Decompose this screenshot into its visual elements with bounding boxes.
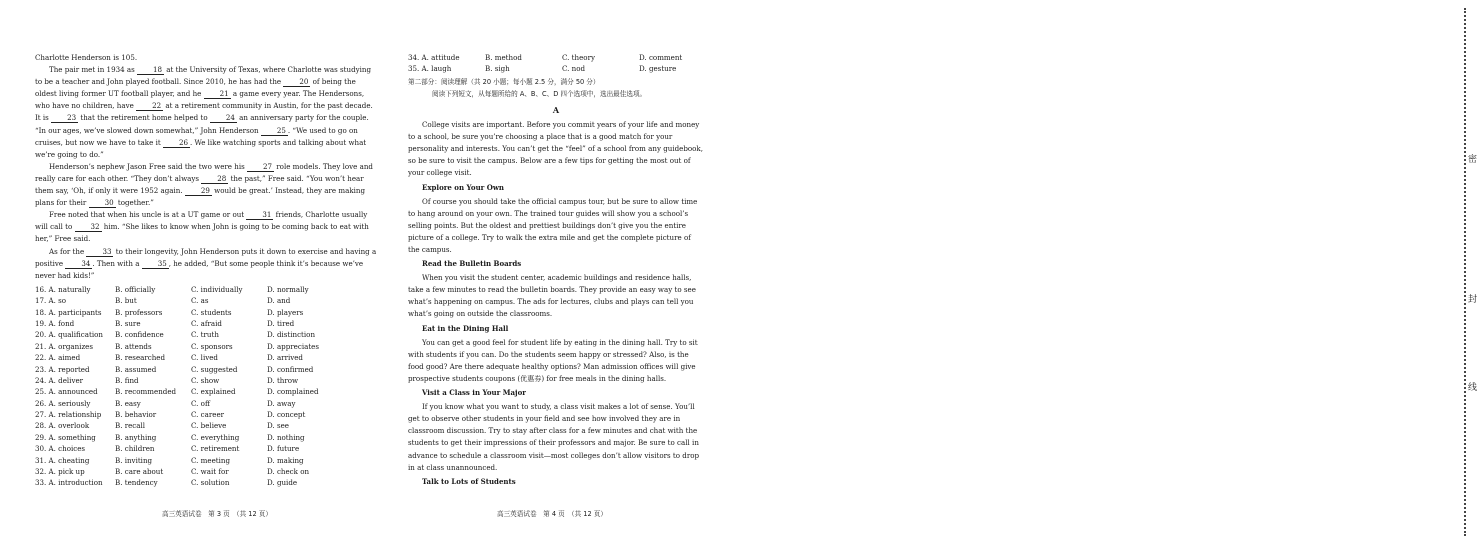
page-footer-right: 高三英语试卷 第 4 页 （共 12 页） — [497, 510, 607, 518]
option-choice: B. attends — [115, 341, 152, 351]
option-choice: B. tendency — [115, 478, 158, 488]
passage-text: to their longevity, John Henderson puts it down to exercise and having a positive — [35, 246, 377, 268]
binding-margin — [730, 0, 1477, 544]
option-choice: D. arrived — [267, 353, 303, 363]
option-row — [35, 455, 377, 466]
passage-text: . Then with a — [92, 258, 142, 268]
blank-22: 22 — [136, 101, 163, 111]
option-choice: B. children — [115, 444, 155, 454]
option-choice: B. recommended — [115, 387, 177, 397]
option-choice: D. gesture — [639, 64, 677, 74]
tip-paragraph-dining: You can get a good feel for student life by eating in the dining hall. Try to sit with students if you can. Do the students seem happy or stressed? Also, is the food good? Are there adequate healthy options? Man admission offices will give prospective students coupons (优惠券) for free meals in the dining halls. — [408, 337, 698, 383]
option-choice: B. easy — [115, 398, 141, 408]
option-row — [35, 329, 377, 340]
cloze-paragraph-4 — [35, 246, 377, 282]
passage-text: friends, Charlotte usually will call to — [35, 210, 368, 232]
passage-text: an anniversary party for the couple. “In our ages, we’ve slowed down somewhat,” John Henderson — [35, 113, 369, 135]
option-row — [35, 364, 377, 375]
option-choice: 28. A. overlook — [35, 421, 90, 431]
option-choice: 23. A. reported — [35, 364, 90, 374]
option-choice: C. students — [191, 307, 232, 317]
blank-35: 35 — [142, 259, 169, 269]
option-row — [35, 318, 377, 329]
option-choice: C. career — [191, 410, 225, 420]
passage-text: Henderson’s nephew Jason Free said the two were his — [49, 161, 247, 171]
option-choice: C. truth — [191, 330, 219, 340]
tip-heading-explore: Explore on Your Own — [422, 182, 504, 192]
option-choice: C. suggested — [191, 364, 238, 374]
option-row — [35, 352, 377, 363]
passage-text: , he added, “But some people think it’s because we’ve never had kids!” — [35, 258, 364, 280]
tip-paragraph-class: If you know what you want to study, a class visit makes a lot of sense. You’ll get to observe other students in your field and see how involved they are in classroom discussion. Try to stay after class for a few minutes and chat with the students to get their impressions of their professors and major. Be sure to call in advance to schedule a classroom visit—most colleges don’t allow visitors to drop in at class unannounced. — [408, 402, 700, 472]
blank-23: 23 — [51, 113, 78, 123]
passage-text: Free noted that when his uncle is at a UT game or out — [49, 210, 247, 220]
option-choice: D. distinction — [267, 330, 316, 340]
cloze-paragraph-1 — [35, 64, 377, 161]
option-choice: C. explained — [191, 387, 236, 397]
option-choice: C. show — [191, 375, 220, 385]
option-row — [35, 398, 377, 409]
cloze-paragraph-2 — [35, 161, 377, 209]
section-heading: 第二部分：阅读理解（共 20 小题；每小题 2.5 分，满分 50 分） — [408, 77, 600, 86]
blank-33: 33 — [86, 247, 113, 257]
blank-34: 34 — [65, 259, 92, 269]
option-choice: D. future — [267, 444, 300, 454]
option-choice: 18. A. participants — [35, 307, 102, 317]
binding-label-envelope: 封 — [1468, 290, 1477, 307]
blank-27: 27 — [247, 162, 274, 172]
option-choice: D. normally — [267, 284, 309, 294]
option-choice: C. individually — [191, 284, 243, 294]
option-choice: D. players — [267, 307, 304, 317]
option-row — [408, 63, 704, 74]
option-choice: 33. A. introduction — [35, 478, 103, 488]
option-choice: 25. A. announced — [35, 387, 98, 397]
option-choice: B. professors — [115, 307, 163, 317]
option-choice: D. check on — [267, 467, 310, 477]
tip-heading-bulletin: Read the Bulletin Boards — [422, 259, 522, 269]
left-page-column — [35, 52, 377, 489]
option-choice: C. meeting — [191, 455, 231, 465]
option-choice: D. nothing — [267, 432, 305, 442]
option-row — [35, 284, 377, 295]
tip-heading-students: Talk to Lots of Students — [422, 476, 516, 486]
blank-29: 29 — [185, 186, 212, 196]
option-choice: C. as — [191, 296, 209, 306]
option-choice: C. nod — [562, 64, 586, 74]
option-row — [35, 466, 377, 477]
passage-text: . We like watching sports and talking about what we’re going to do.” — [35, 137, 367, 159]
tip-heading-dining: Eat in the Dining Hall — [422, 323, 509, 333]
passage-text: the past,” Free said. “You won’t hear them say, ‘Oh, if only it were 1952 again. — [35, 173, 364, 196]
blank-26: 26 — [163, 138, 190, 148]
option-choice: C. lived — [191, 353, 218, 363]
option-choice: D. concept — [267, 410, 306, 420]
blank-25: 25 — [261, 126, 288, 136]
binding-label-line: 线 — [1468, 378, 1477, 395]
passage-text: The pair met in 1934 as — [49, 65, 137, 75]
option-choice: C. everything — [191, 432, 240, 442]
blank-32: 32 — [75, 222, 102, 232]
option-row — [35, 420, 377, 431]
passage-text: at the University of Texas, where Charlotte was studying to be a teacher and John played football. Since 2010, he has had the — [35, 65, 372, 87]
option-choice: D. tired — [267, 318, 295, 328]
option-choice: B. assumed — [115, 364, 157, 374]
option-choice: C. sponsors — [191, 341, 233, 351]
blank-20: 20 — [283, 77, 310, 87]
option-choice: C. theory — [562, 53, 595, 62]
option-row — [35, 477, 377, 488]
option-choice: B. care about — [115, 467, 164, 477]
passage-text: a game every year. The Hendersons, who have no children, have — [35, 89, 365, 111]
option-choice: 17. A. so — [35, 296, 67, 306]
blank-21: 21 — [204, 89, 231, 99]
option-choice: B. officially — [115, 284, 156, 294]
option-row — [35, 409, 377, 420]
option-choice: 21. A. organizes — [35, 341, 94, 351]
passage-text: at a retirement community in Austin, for the past decade. It is — [35, 101, 373, 123]
option-choice: D. guide — [267, 478, 298, 488]
option-choice: C. solution — [191, 478, 230, 488]
option-row — [408, 52, 704, 63]
option-choice: 34. A. attitude — [408, 53, 460, 62]
option-row — [35, 307, 377, 318]
section-instruction: 阅读下列短文，从每题所给的 A、B、C、D 四个选项中，选出最佳选项。 — [432, 89, 647, 98]
option-choice: C. wait for — [191, 467, 229, 477]
option-choice: 29. A. something — [35, 432, 96, 442]
passage-text: . “We used to go on cruises, but now we have to take it — [35, 125, 358, 147]
option-choice: 31. A. cheating — [35, 455, 90, 465]
blank-24: 24 — [210, 113, 237, 123]
option-choice: D. and — [267, 296, 291, 306]
tip-paragraph-bulletin: When you visit the student center, academic buildings and residence halls, take a few minutes to read the bulletin boards. They provide an easy way to see what’s happening on campus. The ads for lectures, clubs and plays can tell you what’s going on outside the classrooms. — [408, 273, 696, 319]
option-row — [35, 295, 377, 306]
passage-intro: College visits are important. Before you commit years of your life and money to a school, be sure you’re choosing a place that is a good match for your personality and interests. You can’t get the “feel” of a school from any guidebook, so be sure to visit the campus. Below are a few tips for getting the most out of your college visit. — [408, 120, 703, 178]
option-choice: B. find — [115, 375, 139, 385]
option-choice: B. confidence — [115, 330, 164, 340]
option-choice: C. believe — [191, 421, 227, 431]
option-choice: D. comment — [639, 53, 683, 62]
option-row — [35, 386, 377, 397]
right-page-column — [408, 52, 704, 490]
passage-title: A — [552, 104, 560, 115]
option-choice: C. retirement — [191, 444, 240, 454]
passage-text: of being the oldest living former UT football player, and he — [35, 77, 356, 99]
blank-18: 18 — [137, 65, 164, 75]
binding-label-seal: 密 — [1468, 150, 1477, 167]
option-choice: 32. A. pick up — [35, 467, 85, 477]
blank-31: 31 — [246, 210, 273, 220]
option-choice: D. complained — [267, 387, 319, 397]
option-choice: B. behavior — [115, 410, 157, 420]
option-row — [35, 443, 377, 454]
option-choice: 22. A. aimed — [35, 353, 81, 363]
option-choice: B. inviting — [115, 455, 153, 465]
option-choice: B. researched — [115, 353, 166, 363]
binding-dotted-line — [1464, 8, 1466, 536]
cloze-paragraph-3 — [35, 209, 377, 245]
blank-30: 30 — [89, 198, 116, 208]
option-choice: C. off — [191, 398, 210, 408]
option-choice: D. away — [267, 398, 296, 408]
passage-text: him. “She likes to know when John is going to be coming back to eat with her,” Free said. — [35, 222, 369, 244]
passage-text: would be great.’ Instead, they are making plans for their — [35, 186, 366, 208]
option-choice: 24. A. deliver — [35, 375, 84, 385]
option-choice: 27. A. relationship — [35, 410, 102, 420]
blank-28: 28 — [201, 174, 228, 184]
option-choice: 35. A. laugh — [408, 64, 452, 74]
passage-text: role models. They love and really care for each other. “They don’t always — [35, 161, 373, 183]
option-choice: D. making — [267, 455, 304, 465]
option-choice: B. sure — [115, 318, 141, 328]
option-choice: D. throw — [267, 375, 299, 385]
option-choice: B. sigh — [485, 64, 510, 74]
option-choice: B. anything — [115, 432, 157, 442]
option-choice: 16. A. naturally — [35, 284, 91, 294]
option-choice: D. confirmed — [267, 364, 314, 374]
option-choice: 26. A. seriously — [35, 398, 91, 408]
option-choice: 20. A. qualification — [35, 330, 103, 340]
page-footer-left: 高三英语试卷 第 3 页 （共 12 页） — [162, 510, 272, 518]
option-row — [35, 432, 377, 443]
option-choice: B. but — [115, 296, 137, 306]
option-choice: C. afraid — [191, 318, 222, 328]
option-choice: 30. A. choices — [35, 444, 86, 454]
passage-text: As for the — [49, 246, 87, 256]
option-choice: 19. A. fond — [35, 318, 75, 328]
tip-heading-class: Visit a Class in Your Major — [422, 388, 526, 398]
passage-text: that the retirement home helped to — [78, 113, 210, 123]
option-row — [35, 375, 377, 386]
option-choice: B. method — [485, 53, 522, 62]
option-row — [35, 341, 377, 352]
option-choice: B. recall — [115, 421, 146, 431]
cloze-passage-intro: Charlotte Henderson is 105. — [35, 53, 138, 62]
option-choice: D. see — [267, 421, 289, 431]
passage-text: together.” — [115, 198, 154, 208]
cloze-options-continued — [408, 52, 704, 75]
cloze-options-list — [35, 284, 377, 489]
option-choice: D. appreciates — [267, 341, 320, 351]
tip-paragraph-explore: Of course you should take the official campus tour, but be sure to allow time to hang around on your own. The trained tour guides will show you a school’s selling points. But the oldest and prettiest buildings don’t give you the entire picture of a college. Try to walk the extra mile and get the complete picture of the campus. — [408, 196, 698, 254]
